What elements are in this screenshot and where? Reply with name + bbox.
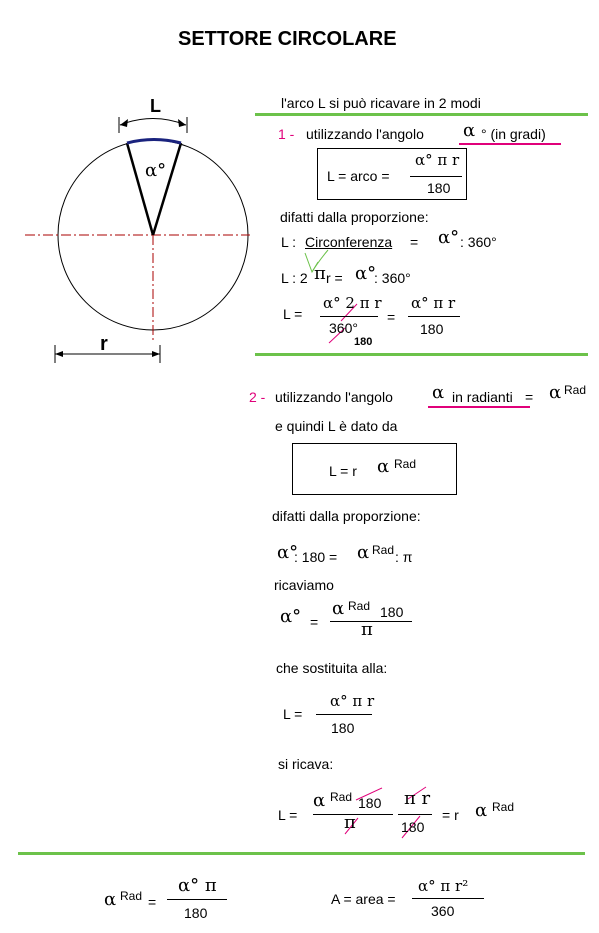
divider bbox=[255, 353, 588, 356]
rad-superscript: Rad bbox=[564, 383, 587, 397]
prop1-c: = bbox=[410, 234, 419, 250]
box2-text: L = r bbox=[329, 463, 357, 479]
method1-unit: ° (in gradi) bbox=[481, 126, 546, 142]
fraction-line bbox=[167, 899, 227, 900]
r-eq: = bbox=[310, 614, 319, 630]
bottom-left-denominator: 180 bbox=[184, 905, 208, 921]
sector-arc bbox=[127, 140, 181, 144]
method1-text: utilizzando l'angolo bbox=[306, 126, 424, 142]
box1-numerator: α° π r bbox=[415, 151, 460, 169]
eq1-small-180: 180 bbox=[354, 336, 373, 348]
r-den: π bbox=[361, 619, 373, 640]
method1-number: 1 - bbox=[278, 126, 295, 142]
r-num-alpha: α bbox=[332, 598, 345, 619]
area-numerator: α° π r² bbox=[418, 877, 469, 895]
si-ricava: si ricava: bbox=[278, 756, 334, 772]
fraction-line bbox=[410, 176, 462, 177]
underline bbox=[459, 143, 561, 145]
box1-lhs: L = arco = bbox=[327, 168, 390, 184]
f-rad: Rad bbox=[492, 800, 515, 814]
proof-intro: difatti dalla proporzione: bbox=[280, 209, 429, 225]
prop2-c: r = bbox=[326, 270, 343, 286]
fraction-line bbox=[408, 316, 460, 317]
area-denominator: 360 bbox=[431, 903, 455, 919]
prop2-a: L : 2 bbox=[281, 270, 308, 286]
eq1-numerator1: α° 2 π r bbox=[323, 294, 382, 312]
f-den1: π bbox=[344, 812, 356, 833]
bottom-left-alpha: α bbox=[104, 889, 117, 910]
f-lhs: L = bbox=[278, 807, 298, 823]
s-num: α° π r bbox=[330, 692, 375, 710]
bottom-left-rad: Rad bbox=[120, 889, 143, 903]
underline bbox=[428, 406, 530, 408]
divider bbox=[18, 852, 585, 855]
method2-number: 2 - bbox=[249, 389, 266, 405]
intro-text: l'arco L si può ricavare in 2 modi bbox=[281, 95, 481, 111]
prop2-rad: Rad bbox=[372, 543, 395, 557]
prop1-b: Circonferenza bbox=[305, 234, 393, 250]
box2-rad: Rad bbox=[394, 457, 417, 471]
fraction-line bbox=[398, 814, 432, 815]
eq1-numerator2: α° π r bbox=[411, 294, 456, 312]
box1-denominator: 180 bbox=[427, 180, 451, 196]
fraction-line bbox=[320, 316, 378, 317]
method2-alpha-rad: α bbox=[549, 382, 562, 403]
sostituita: che sostituita alla: bbox=[276, 660, 388, 676]
r-num-180: 180 bbox=[380, 604, 404, 620]
prop1-alpha: α° bbox=[438, 227, 460, 248]
prop2-alpha: α° bbox=[355, 263, 377, 284]
f-num1-rad: Rad bbox=[330, 790, 353, 804]
bottom-left-eq: = bbox=[148, 894, 157, 910]
prop2-pi: π bbox=[314, 263, 326, 284]
prop2-e: : 360° bbox=[374, 270, 411, 286]
eq1-lhs: L = bbox=[283, 306, 303, 322]
f-den2: 180 bbox=[401, 819, 425, 835]
angle-label: α° bbox=[145, 160, 167, 181]
alpha-symbol: α bbox=[463, 120, 476, 141]
fraction-line bbox=[412, 898, 484, 899]
eq1-denominator2: 180 bbox=[420, 321, 444, 337]
sector-radius-right bbox=[153, 143, 181, 235]
page-title: SETTORE CIRCOLARE bbox=[178, 28, 397, 50]
box2-alpha: α bbox=[377, 456, 390, 477]
method2-radians: in radianti bbox=[452, 389, 513, 405]
prop2-alpha-deg: α° bbox=[277, 542, 299, 563]
method2-line2: e quindi L è dato da bbox=[275, 418, 398, 434]
ricaviamo: ricaviamo bbox=[274, 577, 334, 593]
f-num2: π r bbox=[404, 788, 431, 809]
prop2-mid: : 180 = bbox=[294, 549, 338, 565]
sector-radius-left bbox=[127, 143, 153, 235]
f-eq: = r bbox=[442, 807, 459, 823]
prop1-e: : 360° bbox=[460, 234, 497, 250]
f-num1-180: 180 bbox=[358, 795, 382, 811]
f-num1-alpha: α bbox=[313, 790, 326, 811]
method2-text: utilizzando l'angolo bbox=[275, 389, 393, 405]
divider bbox=[255, 113, 588, 116]
eq1-denominator1: 360° bbox=[329, 320, 358, 336]
method2-eq: = bbox=[525, 389, 534, 405]
s-lhs: L = bbox=[283, 706, 303, 722]
formula-box-2 bbox=[292, 443, 457, 495]
f-alpha: α bbox=[475, 800, 488, 821]
radius-label: r bbox=[100, 333, 108, 355]
eq1-equals: = bbox=[387, 309, 396, 325]
arc-dimension bbox=[120, 119, 186, 126]
area-lhs: A = area = bbox=[331, 891, 396, 907]
prop1-a: L : bbox=[281, 234, 297, 250]
bottom-left-numerator: α° π bbox=[178, 875, 217, 896]
r-lhs: α° bbox=[280, 606, 302, 627]
fraction-line bbox=[316, 714, 372, 715]
proof2-intro: difatti dalla proporzione: bbox=[272, 508, 421, 524]
prop2-end: : π bbox=[395, 549, 413, 565]
r-num-rad: Rad bbox=[348, 599, 371, 613]
arc-label: L bbox=[150, 96, 161, 116]
prop2-alpha2: α bbox=[357, 542, 370, 563]
method2-alpha: α bbox=[432, 382, 445, 403]
s-den: 180 bbox=[331, 720, 355, 736]
